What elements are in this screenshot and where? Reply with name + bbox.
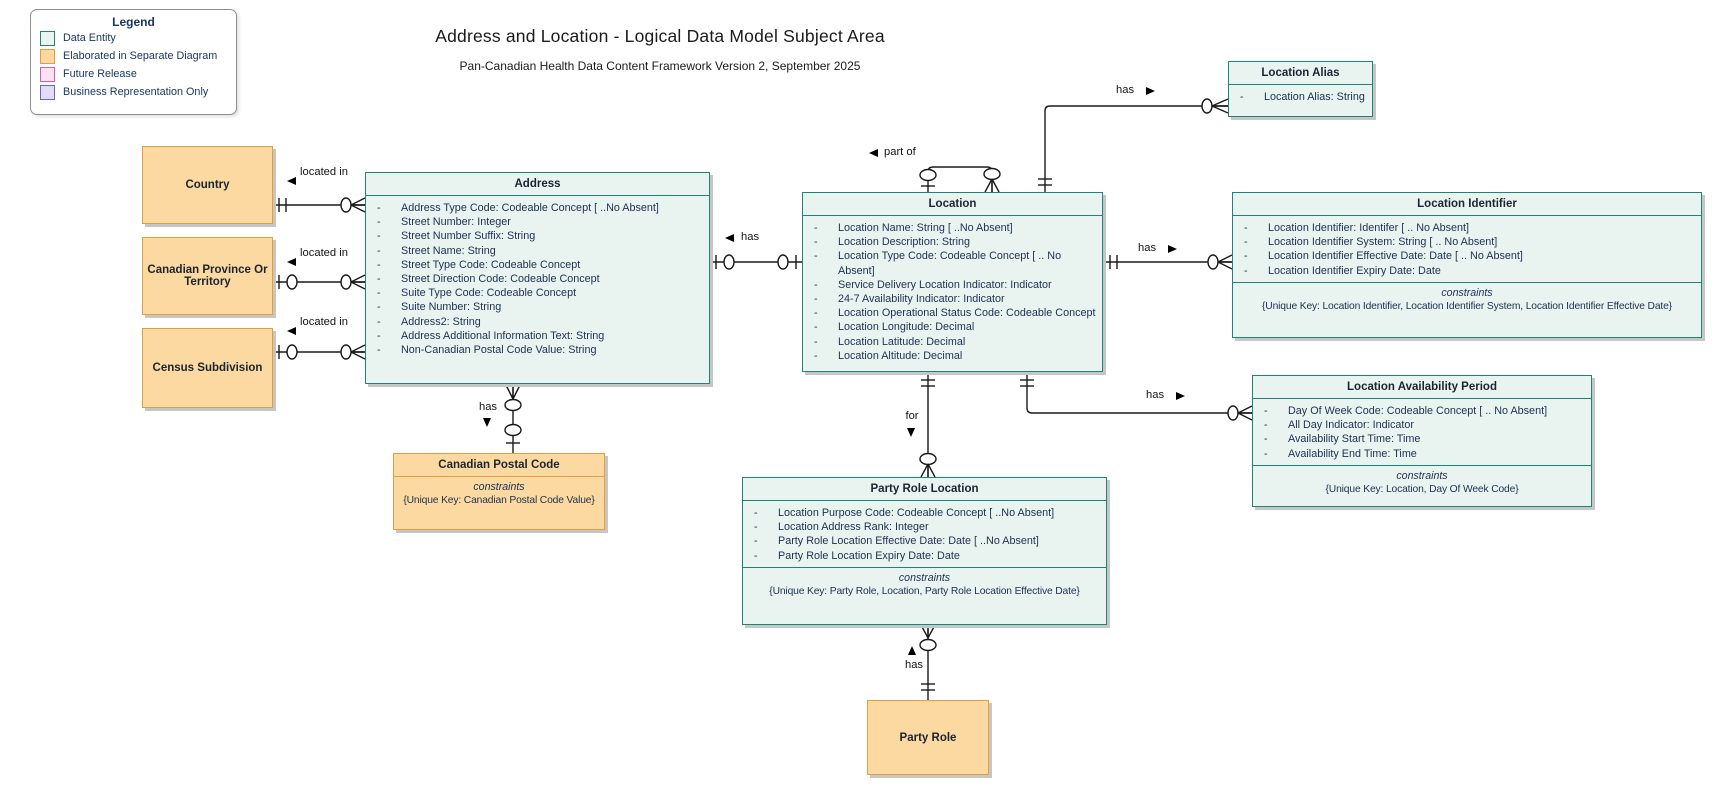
- attribute-row: - Day Of Week Code: Codeable Concept [ .. No Absent]: [1259, 404, 1585, 418]
- constraints-label: constraints: [1441, 286, 1493, 299]
- attribute-row: - Location Latitude: Decimal: [809, 335, 1096, 349]
- attribute-row: - Location Altitude: Decimal: [809, 349, 1096, 363]
- attribute-row: - Location Purpose Code: Codeable Concept [ ..No Absent]: [749, 506, 1100, 520]
- relationship-location-part-of: [920, 167, 1000, 192]
- attribute-row: - Location Operational Status Code: Codeable Concept: [809, 306, 1096, 320]
- attribute-row: - Suite Type Code: Codeable Concept: [372, 286, 703, 300]
- entity-title: Country: [185, 179, 230, 191]
- entity-title: Party Role: [899, 731, 957, 744]
- entity-title: Canadian Province Or Territory: [147, 264, 268, 288]
- triangle-up-icon: [908, 646, 916, 655]
- attribute-row: - Party Role Location Effective Date: Date [ ..No Absent]: [749, 534, 1100, 548]
- relationship-label: has: [478, 401, 498, 413]
- relationship-label: has: [1146, 389, 1165, 401]
- legend-item-label: Elaborated in Separate Diagram: [63, 50, 218, 62]
- triangle-left-icon: [869, 149, 878, 157]
- triangle-left-icon: [287, 258, 296, 266]
- page-title: Address and Location - Logical Data Model Subject Area: [435, 26, 885, 46]
- constraints-section: [394, 477, 604, 511]
- attribute-row: - Street Number Suffix: String: [372, 229, 703, 243]
- triangle-right-icon: [1168, 245, 1177, 253]
- entity-title: Location Alias: [1229, 62, 1372, 85]
- triangle-right-icon: [1146, 87, 1155, 95]
- attribute-row: - Location Address Rank: Integer: [749, 520, 1100, 534]
- attribute-row: - Availability End Time: Time: [1259, 447, 1585, 461]
- entity-census-subdivision: [142, 328, 273, 408]
- legend-item-label: Business Representation Only: [63, 86, 209, 98]
- attribute-row: - Street Direction Code: Codeable Concept: [372, 272, 703, 286]
- attribute-row: - Suite Number: String: [372, 300, 703, 314]
- relationship-label: has: [904, 659, 924, 671]
- constraints-section: [1233, 282, 1701, 317]
- attribute-row: - Location Identifier Effective Date: Date [ .. No Absent]: [1239, 249, 1695, 263]
- triangle-left-icon: [287, 327, 296, 335]
- legend-title: Legend: [112, 15, 155, 29]
- entity-location-availability-period: [1252, 375, 1592, 507]
- attribute-row: - Location Longitude: Decimal: [809, 320, 1096, 334]
- attribute-row: - Address2: String: [372, 315, 703, 329]
- attribute-row: - Street Number: Integer: [372, 215, 703, 229]
- attribute-row: - Service Delivery Location Indicator: Indicator: [809, 278, 1096, 292]
- entity-title: Location Identifier: [1233, 193, 1701, 216]
- triangle-left-icon: [725, 234, 734, 242]
- entity-location: [802, 192, 1103, 372]
- relationship-label: part of: [884, 146, 916, 158]
- legend-item-label: Future Release: [63, 68, 137, 80]
- unique-key-constraint: {Unique Key: Canadian Postal Code Value}: [403, 495, 595, 506]
- relationship-location-alias: [1038, 99, 1228, 192]
- relationship-label: located in: [300, 316, 348, 328]
- relationship-address-location: [710, 255, 802, 269]
- attribute-row: - Location Identifier: Identifer [ .. No Absent]: [1239, 221, 1695, 235]
- entity-title: Address: [366, 173, 709, 196]
- relationship-country-address: [273, 198, 365, 212]
- constraints-label: constraints: [473, 481, 525, 493]
- attribute-row: - Location Type Code: Codeable Concept [ .. No Absent]: [809, 249, 1096, 277]
- constraints-label: constraints: [898, 571, 951, 584]
- attribute-row: - Street Type Code: Codeable Concept: [372, 258, 703, 272]
- relationship-label: has: [1138, 242, 1157, 254]
- attribute-row: - Location Description: String: [809, 235, 1096, 249]
- unique-key-constraint: {Unique Key: Location Identifier, Location Identifier System, Location Identifier Effective Date}: [1262, 300, 1672, 312]
- relationship-province-address: [273, 275, 365, 289]
- page-subtitle: Pan-Canadian Health Data Content Framework Version 2, September 2025: [459, 59, 861, 73]
- entity-location-identifier: [1232, 192, 1702, 338]
- relationship-label: for: [905, 410, 919, 422]
- unique-key-constraint: {Unique Key: Location, Day Of Week Code}: [1325, 483, 1519, 495]
- relationship-location-identifier: [1103, 255, 1232, 269]
- entity-title: Census Subdivision: [152, 362, 263, 374]
- relationship-label: located in: [300, 247, 348, 259]
- legend-item-label: Data Entity: [63, 32, 116, 44]
- attribute-row: - Non-Canadian Postal Code Value: String: [372, 343, 703, 357]
- constraints-section: [1253, 465, 1591, 500]
- relationship-label: has: [1116, 84, 1135, 96]
- relationship-location-party-role-location: [920, 372, 936, 477]
- relationship-location-availability-period: [1020, 372, 1252, 420]
- entity-title: Canadian Postal Code: [394, 454, 604, 477]
- entity-canadian-postal-code: [393, 453, 605, 530]
- entity-title: Party Role Location: [743, 478, 1106, 501]
- triangle-down-icon: [483, 418, 491, 427]
- attribute-row: - Availability Start Time: Time: [1259, 432, 1585, 446]
- entity-address: [365, 172, 710, 384]
- relationship-census-address: [273, 345, 365, 359]
- entity-canadian-province-or-territory: [142, 237, 273, 315]
- entity-party-role-location: [742, 477, 1107, 625]
- entity-party-role: [867, 700, 989, 775]
- triangle-left-icon: [287, 177, 296, 185]
- entity-country: [142, 146, 273, 224]
- triangle-right-icon: [1176, 392, 1185, 400]
- attribute-row: - Party Role Location Expiry Date: Date: [749, 549, 1100, 563]
- constraints-section: [743, 567, 1106, 602]
- attribute-row: - Street Name: String: [372, 244, 703, 258]
- attribute-row: - 24-7 Availability Indicator: Indicator: [809, 292, 1096, 306]
- attribute-row: - Location Identifier System: String [ .. No Absent]: [1239, 235, 1695, 249]
- attribute-row: - Location Name: String [ ..No Absent]: [809, 221, 1096, 235]
- relationship-label: has: [741, 231, 760, 243]
- unique-key-constraint: {Unique Key: Party Role, Location, Party Role Location Effective Date}: [769, 585, 1080, 597]
- attribute-row: - Location Alias: String: [1235, 90, 1366, 104]
- relationship-address-postal-code: [505, 384, 521, 453]
- relationship-label: located in: [300, 166, 348, 178]
- triangle-down-icon: [907, 428, 915, 437]
- entity-title: Location: [803, 193, 1102, 216]
- attribute-row: - Address Additional Information Text: String: [372, 329, 703, 343]
- constraints-label: constraints: [1396, 469, 1448, 482]
- attribute-row: - All Day Indicator: Indicator: [1259, 418, 1585, 432]
- attribute-row: - Address Type Code: Codeable Concept [ ..No Absent]: [372, 201, 703, 215]
- entity-title: Location Availability Period: [1253, 376, 1591, 399]
- attribute-row: - Location Identifier Expiry Date: Date: [1239, 264, 1695, 278]
- entity-location-alias: [1228, 61, 1373, 117]
